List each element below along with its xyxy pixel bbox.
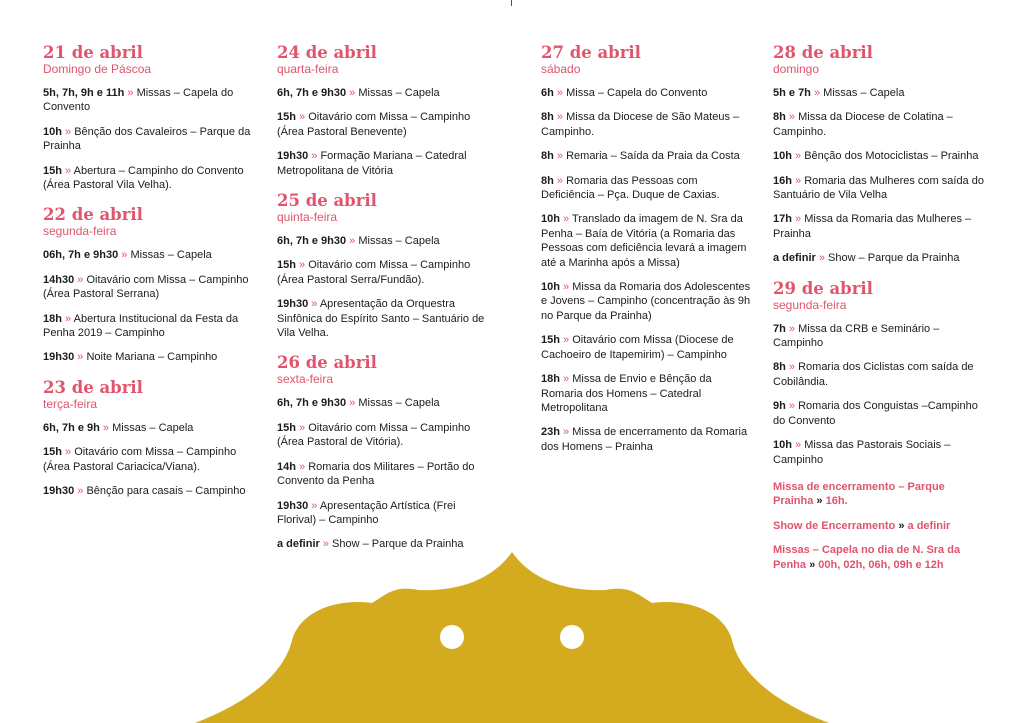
event-text: Romaria dos Militares – Portão do Convento da Penha (277, 460, 475, 488)
event-text: Romaria das Pessoas com Deficiência – Pça. Duque de Caxias. (541, 174, 720, 202)
day-block (43, 378, 261, 499)
event-item (541, 86, 751, 100)
fold-mark (511, 0, 512, 6)
event-text: Oitavário com Missa – Campinho (Área Pastoral Serrana) (43, 273, 249, 301)
day-block (43, 43, 261, 192)
event-item (541, 333, 751, 362)
event-time: 15h (43, 164, 62, 177)
column-2 (277, 43, 487, 565)
day-block (43, 205, 261, 364)
event-text: Abertura Institucional da Festa da Penha 2019 – Campinho (43, 312, 239, 340)
event-item (773, 110, 988, 139)
day-date: 24 de abril (277, 43, 377, 62)
event-time: 18h (541, 373, 560, 386)
separator-mark: » (788, 400, 796, 413)
separator-mark: » (795, 174, 802, 187)
separator-mark: » (127, 87, 134, 99)
event-time: 15h (277, 421, 296, 434)
event-time: 19h30 (43, 485, 75, 498)
event-item (43, 350, 261, 364)
event-text: Oitavário com Missa – Campinho (Área Pastoral de Vitória). (277, 421, 471, 449)
separator-mark: » (788, 361, 796, 374)
event-item (43, 312, 261, 341)
event-item (773, 86, 988, 100)
column-1 (43, 43, 261, 512)
day-block (277, 43, 487, 178)
event-time: 19h30 (277, 298, 309, 311)
closing-item (773, 519, 988, 533)
separator-mark: » (788, 322, 796, 335)
event-item (541, 372, 751, 415)
event-text: Missa da Romaria das Mulheres – Prainha (773, 213, 972, 240)
event-time: a definir (773, 252, 816, 265)
event-item (773, 360, 988, 389)
day-date: 22 de abril (43, 205, 143, 225)
event-item (541, 174, 751, 203)
event-text: Missa de Envio e Bênção da Romaria dos Homens – Catedral Metropolitana (541, 373, 712, 414)
event-time: 10h (773, 439, 792, 452)
event-text: Romaria dos Ciclistas com saída de Cobilândia. (773, 361, 974, 388)
event-text: Show – Parque da Prainha (332, 538, 464, 551)
event-time: 8h (773, 361, 786, 374)
event-time: 6h, 7h e 9h30 (277, 87, 347, 99)
day-date: 28 de abril (773, 43, 873, 62)
event-item (277, 149, 487, 178)
event-text: Missas – Capela (358, 87, 440, 99)
day-weekday: sexta-feira (277, 372, 334, 387)
closing-item (773, 543, 988, 572)
separator-mark: » (77, 351, 84, 364)
separator-mark: » (795, 150, 802, 163)
separator-mark: » (311, 150, 318, 163)
day-date: 23 de abril (43, 377, 143, 397)
event-time: 10h (541, 213, 560, 226)
separator-mark: » (556, 174, 564, 187)
event-text: Oitavário com Missa – Campinho (Área Pastoral Benevente) (277, 111, 471, 138)
event-text: Missas – Capela do Convento (43, 87, 234, 114)
separator-mark: » (816, 495, 823, 508)
day-date: 26 de abril (277, 353, 377, 373)
event-text: Show – Parque da Prainha (828, 252, 960, 265)
event-item (277, 258, 487, 287)
event-time: a definir (277, 538, 320, 551)
event-time: 06h, 7h e 9h30 (43, 249, 119, 262)
separator-mark: » (299, 259, 306, 272)
closing-text: Missa de encerramento – Parque Prainha (773, 480, 945, 508)
event-time: 19h30 (43, 351, 75, 364)
separator-mark: » (349, 87, 356, 99)
event-time: 15h (277, 259, 296, 272)
column-4 (773, 43, 988, 582)
separator-mark: » (898, 519, 905, 532)
event-item (277, 537, 487, 551)
separator-mark: » (65, 446, 72, 459)
separator-mark: » (311, 298, 318, 311)
day-date: 25 de abril (277, 191, 377, 211)
event-text: Abertura – Campinho do Convento (Área Pastoral Vila Velha). (43, 164, 244, 192)
event-time: 8h (541, 174, 554, 187)
event-item (773, 174, 988, 203)
event-item (773, 322, 988, 351)
separator-mark: » (563, 373, 570, 386)
event-text: Missa de encerramento da Romaria dos Homens – Prainha (541, 426, 748, 453)
separator-mark: » (311, 499, 318, 512)
event-time: 17h (773, 213, 792, 226)
day-block (277, 191, 487, 340)
separator-mark: » (65, 164, 72, 177)
day-weekday: sábado (541, 62, 581, 76)
event-time: 16h (773, 174, 792, 187)
separator-mark: » (563, 334, 570, 347)
day-block (773, 279, 988, 467)
event-text: Missas – Capela (358, 397, 440, 410)
event-text: Remaria – Saída da Praia da Costa (566, 150, 740, 163)
day-weekday: segunda-feira (773, 297, 847, 312)
event-time: 23h (541, 426, 560, 439)
day-block (277, 353, 487, 551)
event-item (541, 425, 751, 454)
separator-mark: » (556, 150, 564, 163)
event-text: Romaria dos Conguistas –Campinho do Convento (773, 400, 978, 427)
closing-time: a definir (907, 519, 951, 532)
event-text: Bênção dos Cavaleiros – Parque da Prainha (43, 125, 251, 153)
separator-mark: » (349, 397, 356, 410)
event-text: Oitavário com Missa (Diocese de Cachoeiro de Itapemirim) – Campinho (541, 334, 734, 361)
event-time: 19h30 (277, 499, 309, 512)
event-item (773, 149, 988, 163)
event-time: 10h (541, 281, 560, 294)
event-item (43, 273, 261, 302)
separator-mark: » (809, 558, 816, 571)
event-time: 8h (541, 150, 554, 163)
separator-mark: » (322, 538, 329, 551)
event-time: 14h30 (43, 273, 75, 286)
event-item (773, 438, 988, 467)
event-time: 9h (773, 400, 786, 413)
event-item (277, 86, 487, 100)
event-text: Missa da Diocese de São Mateus – Campinho. (541, 111, 740, 138)
event-text: Romaria das Mulheres com saída do Santuário de Vila Velha (773, 174, 984, 202)
event-time: 15h (541, 334, 560, 347)
event-text: Missas – Capela (358, 235, 440, 248)
separator-mark: » (102, 421, 110, 434)
day-date: 21 de abril (43, 43, 143, 62)
event-text: Missas – Capela (823, 87, 905, 99)
day-weekday: quinta-feira (277, 210, 338, 225)
separator-mark: » (299, 460, 306, 473)
separator-mark: » (121, 249, 128, 262)
event-text: Missas – Capela (130, 249, 212, 262)
event-item (541, 110, 751, 139)
separator-mark: » (299, 421, 306, 434)
separator-mark: » (795, 439, 802, 452)
event-time: 6h, 7h e 9h30 (277, 397, 347, 410)
separator-mark: » (556, 87, 564, 99)
event-item (773, 251, 988, 265)
event-item (773, 399, 988, 428)
day-weekday: terça-feira (43, 396, 98, 411)
closing-time: 00h, 02h, 06h, 09h e 12h (818, 558, 944, 571)
event-time: 6h, 7h e 9h (43, 421, 100, 434)
event-item (43, 86, 261, 115)
event-time: 7h (773, 322, 786, 335)
event-item (277, 499, 487, 528)
event-item (277, 297, 487, 340)
event-item (773, 212, 988, 241)
event-text: Bênção para casais – Campinho (86, 485, 246, 498)
event-time: 8h (773, 111, 786, 124)
closing-text: Show de Encerramento (773, 519, 896, 532)
event-text: Formação Mariana – Catedral Metropolitana de Vitória (277, 150, 467, 177)
closing-item (773, 480, 988, 509)
event-time: 19h30 (277, 150, 309, 163)
event-item (43, 164, 261, 193)
day-weekday: Domingo de Páscoa (43, 62, 152, 76)
event-item (43, 421, 261, 435)
separator-mark: » (65, 125, 72, 138)
day-weekday: quarta-feira (277, 62, 339, 76)
separator-mark: » (563, 213, 570, 226)
event-item (43, 248, 261, 262)
event-text: Missa da Romaria dos Adolescentes e Jovens – Campinho (concentração às 9h no Parque da Prainha) (541, 281, 751, 322)
separator-mark: » (556, 111, 564, 124)
event-time: 5h e 7h (773, 87, 811, 99)
event-time: 14h (277, 460, 296, 473)
event-text: Missa da CRB e Seminário – Campinho (773, 322, 940, 350)
event-text: Apresentação Artística (Frei Florival) – Campinho (277, 499, 456, 526)
event-text: Apresentação da Orquestra Sinfônica do Espírito Santo – Santuário de Vila Velha. (277, 298, 485, 340)
day-weekday: domingo (773, 62, 820, 76)
event-item (277, 421, 487, 450)
event-time: 8h (541, 111, 554, 124)
event-time: 5h, 7h, 9h e 11h (43, 87, 125, 99)
separator-mark: » (563, 281, 570, 294)
separator-mark: » (788, 111, 796, 124)
event-item (43, 125, 261, 154)
separator-mark: » (818, 252, 825, 265)
event-text: Missa da Diocese de Colatina – Campinho. (773, 111, 953, 138)
event-text: Noite Mariana – Campinho (86, 351, 218, 364)
event-text: Translado da imagem de N. Sra da Penha – Baía de Vitória (a Romaria das Pessoas com deficiência levará a imagem até a Marinha após a Missa) (541, 213, 747, 269)
separator-mark: » (349, 235, 356, 248)
day-date: 29 de abril (773, 278, 873, 298)
event-item (43, 484, 261, 498)
event-text: Missa – Capela do Convento (566, 87, 708, 99)
day-block (773, 43, 988, 266)
event-item (541, 280, 751, 323)
separator-mark: » (563, 426, 570, 439)
separator-mark: » (65, 312, 72, 325)
event-time: 6h, 7h e 9h30 (277, 235, 347, 248)
event-text: Oitavário com Missa – Campinho (Área Pastoral Cariacica/Viana). (43, 446, 237, 473)
event-item (541, 149, 751, 163)
event-item (541, 212, 751, 270)
closing-time: 16h. (825, 495, 848, 508)
separator-mark: » (813, 87, 821, 99)
event-item (43, 445, 261, 474)
event-item (277, 110, 487, 139)
event-time: 10h (773, 150, 792, 163)
closing-text: Missas – Capela no dia de N. Sra da Penha (773, 544, 961, 571)
event-item (277, 234, 487, 248)
event-text: Missas – Capela (112, 421, 194, 434)
event-time: 15h (43, 446, 62, 459)
event-time: 18h (43, 312, 62, 325)
event-text: Missa das Pastorais Sociais –Campinho (773, 439, 951, 466)
event-item (277, 396, 487, 410)
day-date: 27 de abril (541, 43, 641, 62)
event-time: 15h (277, 111, 296, 124)
day-weekday: segunda-feira (43, 224, 117, 239)
separator-mark: » (795, 213, 802, 226)
column-3 (541, 43, 751, 467)
event-text: Bênção dos Motociclistas – Prainha (804, 150, 979, 163)
day-block (541, 43, 751, 454)
event-item (277, 460, 487, 489)
separator-mark: » (77, 273, 84, 286)
event-text: Oitavário com Missa – Campinho (Área Pastoral Serra/Fundão). (277, 259, 471, 286)
event-time: 10h (43, 125, 62, 138)
separator-mark: » (299, 111, 306, 124)
event-time: 6h (541, 87, 554, 99)
separator-mark: » (77, 485, 84, 498)
